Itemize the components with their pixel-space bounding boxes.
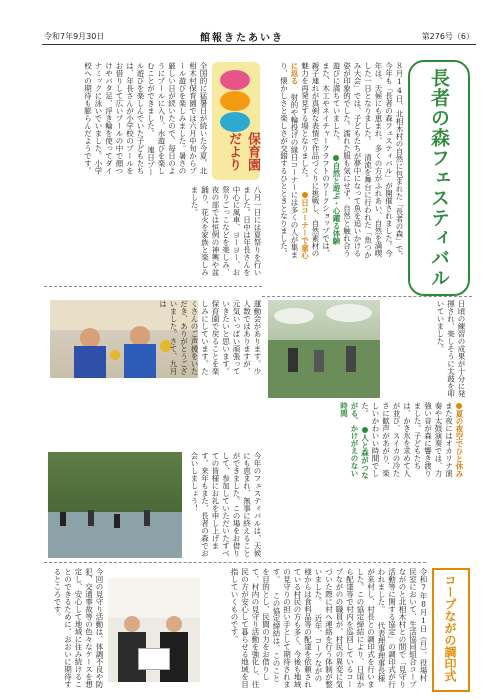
newsletter-title: 館報きたあいき xyxy=(200,33,284,44)
festival-text-bottom xyxy=(188,452,262,558)
coop-para-3: 近年、コープながの様からは食料品等の配達を依頼されている村民の方も多く、今後も地域の見守りの担い手として期待されます。 xyxy=(272,568,323,688)
hoikuen-text-mid xyxy=(46,186,262,278)
bullet-icon xyxy=(302,192,308,198)
coop-para-2: 代表理事理事長様が来村し、村長との調印式を行いました。この協定締結により、日頃から配達等で村内を巡回しているコープながのの職員が、村民の異変に気づいた際に村へ連絡を行う体制が整いました。 xyxy=(314,568,386,688)
festival-para-6: 今年のフェスティバルは、天候にも恵まれ、無事に終えることができました。この場をお借りして、参加していただいたすべての皆様にお礼を申し上げます。来年もまた、長者の森でお会いしましょう！ xyxy=(190,452,262,557)
coop-text xyxy=(204,568,428,688)
festival-heading-4: 人と森がつながる、かけがえのない時間 xyxy=(339,402,370,479)
hoikuen-para-3: 連日プール遊びを楽しんでいた子どもたちは、年長さんが小学校のプールをお借りして広いプールの中で顔つけやバタ足、浮き輪を使ってダイナミックに泳いでいました。小学校への期待も膨らんだようです。 xyxy=(83,62,156,176)
hoikuen-title: 保育園だより xyxy=(226,132,260,171)
hoikuen-para-4: 運動会があります。少人数ではありますが、元気いっぱい頑張っていきたいと思います。保育園で戻ることを楽しみにしています。たくさんのご声援をいただき、ありがとうございました。さて、九月は xyxy=(158,300,262,375)
festival-heading-1: 自然と遊ぶ・心躍る体験 xyxy=(332,154,341,245)
bullet-icon xyxy=(362,427,368,433)
festival-title-box xyxy=(408,60,470,296)
festival-text-right xyxy=(384,300,466,398)
coop-para-5: 今回の見守り活動は、体調不良や防犯、交通事故等の色々なケースを想定し、安心して地域に住み続けることのできるために、おおいに期待するところです。 xyxy=(53,568,104,688)
festival-title: 長者の森フェスティバル xyxy=(428,68,450,288)
festival-heading-2: 日コーナーで童心に返る xyxy=(290,62,310,259)
hoikuen-text-top xyxy=(46,62,208,180)
hoikuen-text-bottom xyxy=(158,300,262,380)
coop-text-left xyxy=(46,568,104,688)
coop-para-4: この協定締結は、このことを目的とし、民間の力をお借りして、村内の見守り活動を強化し、住民の方が安心して暮らせる地域を目指していくものです。 xyxy=(230,568,281,688)
hoikuen-para-1: 全国的に猛暑日が続いた今夏、北相木村保育園では六月中旬からプール遊びを楽しみました。暑さの厳しい日が続いたので、毎日のようにプールに入り、水遊びを楽しむことができました。 xyxy=(146,62,208,175)
signing-photo xyxy=(108,578,200,682)
bullet-icon xyxy=(333,155,339,161)
section-divider xyxy=(44,286,262,287)
hoikuen-title-box xyxy=(212,62,260,180)
festival-text-top xyxy=(266,62,404,260)
header-rule xyxy=(42,44,476,45)
bullet-icon xyxy=(456,403,462,409)
festival-para-5: また夜にはオカリナ演奏や太鼓演奏では、力強い音が森に響き渡りました。子どもたちは、かき氷を求めて人が並び、スイカの冷たさに歓声があがり、楽しいかわいい時間でした。 xyxy=(360,402,454,477)
river-photo xyxy=(48,452,182,558)
crowd-photo xyxy=(268,300,380,398)
coop-para-1: 令和7年8月1日（月）、役場村民室において、生活協同組合コープながのと北相木村との間で「見守り活動等に関する協定」の調印式が行われました。 xyxy=(377,568,428,688)
page-header xyxy=(0,0,494,46)
issue-number: 第276号（6） xyxy=(421,32,474,41)
festival-text-mid xyxy=(268,402,464,484)
festival-para-1: ８月14日、北相木村の自然に包まれた「長者の森」で、今年も「長者の森フェスティバル」が開催されました。今年は、天候にも恵まれ、多くの方がふれあい、自然を満喫した一日となりました。 xyxy=(363,62,404,260)
festival-para-3: また、木工やネイチャークラフトのワークショップでは、親子連れが真剣な表情で作品づくりに挑戦し、自然素材の魅力を再発見する場となりました。 xyxy=(300,62,331,257)
issue-date: 令和7年9月30日 xyxy=(44,32,105,41)
festival-heading-3: 夏の夜空でひと休み xyxy=(455,402,464,478)
festival-para-4: 射的や輪投げの縁日コーナーには多くの人が集まり、懐かしさと楽しさが交錯するひとときとなりました。 xyxy=(279,62,299,259)
section-divider xyxy=(262,296,472,297)
festival-para-7: 日頃の練習の成果が十分に発揮され、楽しそうに太鼓を叩いていました。 xyxy=(436,300,466,398)
section-divider xyxy=(44,562,426,563)
coop-title: コープながの調印式 xyxy=(443,574,457,682)
hoikuen-logo xyxy=(220,70,252,132)
festival-para-2: 清流を舞台に行われた「魚つかみ大会」では、子どもたちが夢中になって魚を追いかける姿が印象的でした。濡れた服も気にせず、自然と触れ合う遊びに満ちていました。 xyxy=(332,62,373,259)
hoikuen-para-2: 八月一日には夏祭りを行いました。日中は年長さんを中心に風車、ヨーヨー、お祭りごっこなどを楽しみ、夜の部では恒例の神輿や盆踊り、花火を家族と楽しみました。 xyxy=(190,186,262,276)
coop-title-box xyxy=(432,568,470,692)
